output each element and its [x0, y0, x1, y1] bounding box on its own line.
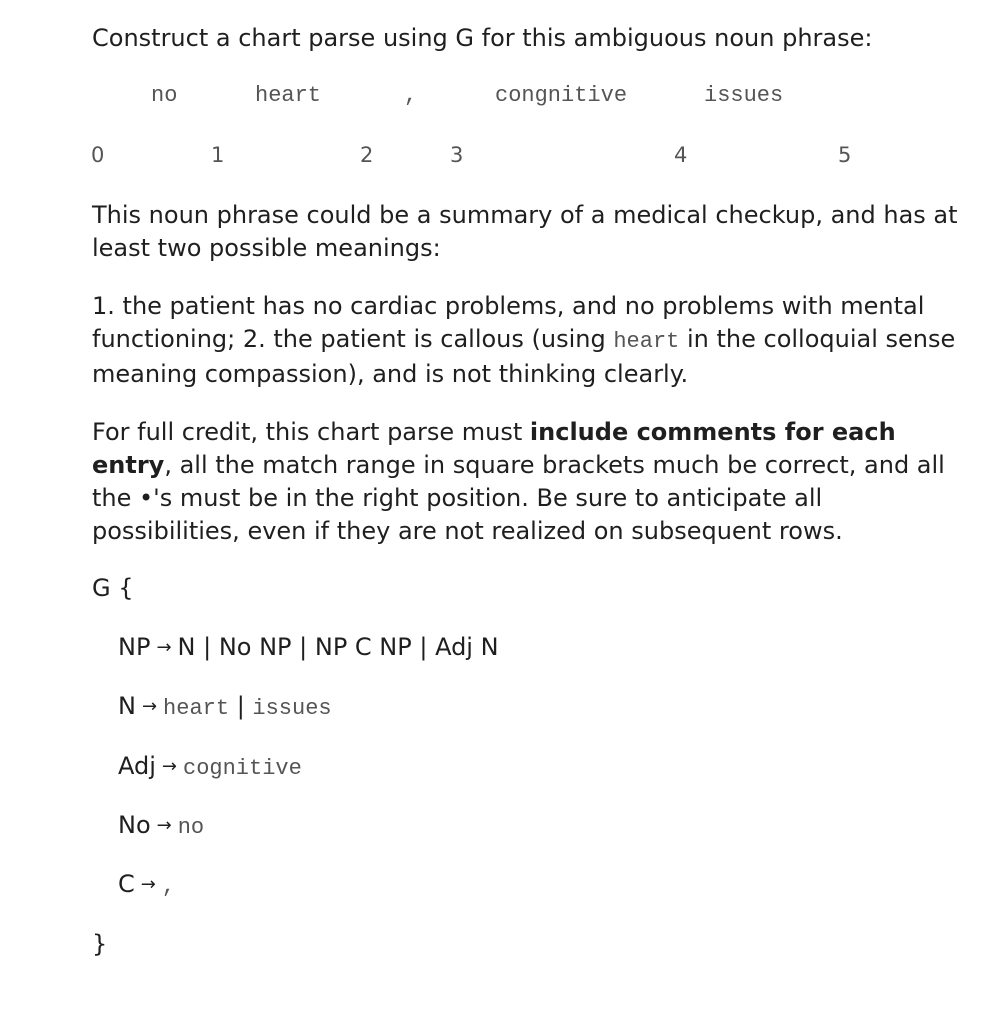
question-heading: Construct a chart parse using G for this ambiguous noun phrase: [92, 24, 873, 52]
position-4: 4 [674, 143, 688, 167]
meanings-text-start: 1. the patient has no cardiac problems, and no problems with mental functioning; 2. the patient is callous (using [92, 292, 925, 353]
rule-separator: | [229, 692, 253, 720]
sentence-word-heart: heart [255, 83, 322, 108]
credit-text-start: For full credit, this chart parse must [92, 418, 530, 446]
rule-lhs: NP [118, 633, 151, 661]
grammar-rule-n [118, 692, 332, 721]
credit-bold-requirement: include comments for each entry [92, 418, 896, 479]
position-2: 2 [360, 143, 374, 167]
credit-paragraph [92, 416, 972, 548]
grammar-rule-c [118, 870, 175, 899]
arrow-icon: → [161, 756, 177, 777]
rule-terminal: cognitive [183, 756, 302, 781]
rule-terminal: no [177, 815, 205, 840]
arrow-icon: → [156, 637, 172, 658]
rule-terminal: , [161, 874, 176, 899]
grammar-rule-no [118, 811, 204, 840]
meanings-text-end: in the colloquial sense meaning compassion), and is not thinking clearly. [92, 325, 956, 388]
sentence-word-comma: , [404, 83, 418, 108]
arrow-icon: → [140, 874, 156, 895]
rule-lhs: Adj [118, 752, 156, 780]
grammar-rule-adj [118, 752, 302, 781]
sentence-word-issues: issues [704, 83, 784, 108]
position-3: 3 [450, 143, 464, 167]
inline-code-heart: heart [613, 329, 680, 354]
rule-lhs: C [118, 870, 135, 898]
position-5: 5 [838, 143, 852, 167]
meanings-paragraph [92, 290, 972, 391]
rule-lhs: No [118, 811, 151, 839]
sentence-word-congnitive: congnitive [495, 83, 628, 108]
rule-rhs: N | No NP | NP C NP | Adj N [177, 633, 499, 661]
rule-lhs: N [118, 692, 136, 720]
position-1: 1 [211, 143, 225, 167]
rule-terminal: issues [252, 696, 332, 721]
rule-terminal: heart [163, 696, 230, 721]
grammar-open: G { [92, 574, 134, 602]
credit-text-end: , all the match range in square brackets much be correct, and all the •'s must be in the right position. Be sure to anticipate all possibilities, even if they are not realized on subsequent rows. [92, 451, 945, 545]
intro-paragraph: This noun phrase could be a summary of a medical checkup, and has at least two possible meanings: [92, 201, 958, 262]
grammar-close: } [92, 930, 108, 958]
arrow-icon: → [141, 696, 158, 717]
position-0: 0 [91, 143, 105, 167]
grammar-rule-np [118, 633, 499, 661]
sentence-word-no: no [151, 83, 178, 108]
arrow-icon: → [156, 815, 172, 836]
